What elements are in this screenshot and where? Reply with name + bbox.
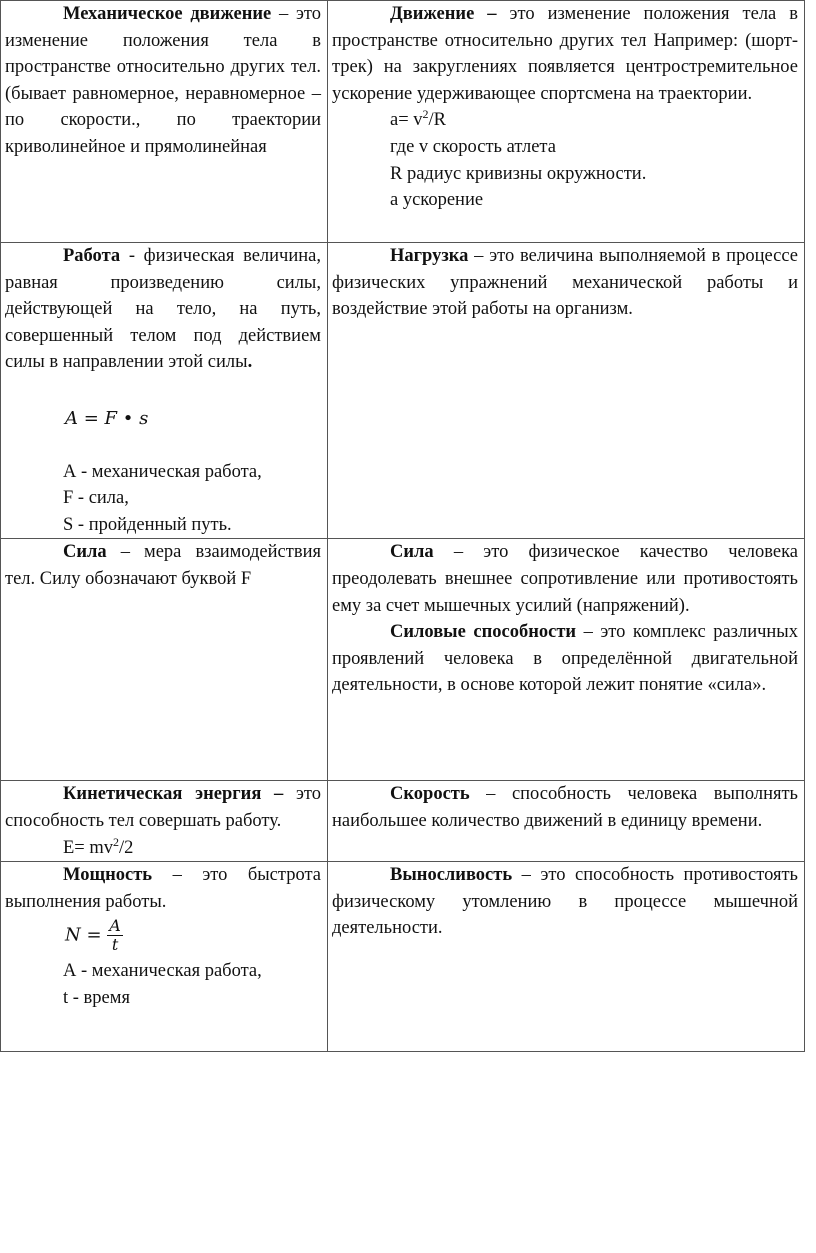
work-formula: A = F • s: [65, 407, 149, 429]
cell-strength: [328, 539, 805, 781]
legend-line: S - пройденный путь.: [63, 514, 232, 535]
definition: – это быстрота выполнения работы.: [5, 865, 321, 912]
definition: – способность человека выполнять наибольшее количество движений в единицу времени.: [332, 784, 798, 831]
definition-paragraph: [332, 862, 798, 942]
definition: это изменение положения тела в пространстве относительно других тел Например: (шорт-трек) на закруглениях появляется центростремительное ускорение удерживающее спортсмена на траектории.: [332, 4, 799, 104]
table-row: [1, 781, 805, 862]
definition: это способность тел совершать работу.: [5, 784, 322, 831]
cell-motion: [328, 1, 805, 243]
definition-paragraph: [5, 862, 321, 915]
cell-load: [328, 243, 805, 539]
term: Работа: [63, 246, 121, 266]
definition: - физическая величина, равная произведению силы, действующей на тело, на путь, совершенный телом под действием силы в направлении этой силы: [5, 246, 321, 373]
definition-paragraph: [332, 539, 798, 619]
definition-paragraph: [5, 1, 321, 161]
legend-line: А - механическая работа,: [63, 961, 262, 982]
cell-kinetic-energy: [1, 781, 328, 862]
definition-paragraph: [332, 243, 798, 323]
term: Сила: [390, 542, 434, 563]
table-row: [1, 862, 805, 1052]
definition-paragraph: [332, 1, 798, 107]
term: Механическое движение: [63, 4, 272, 24]
term: Кинетическая энергия –: [63, 784, 284, 805]
fraction: $\frac{A}{t}$: [109, 916, 121, 955]
cell-work: [1, 243, 328, 539]
definition: – это изменение положения тела в пространстве относительно других тел. (бывает равномерное, неравномерное – по скорости., по траектории криволинейное и прямолинейная: [5, 4, 321, 157]
definition-paragraph: [332, 619, 798, 699]
legend-line: R радиус кривизны окружности.: [390, 163, 647, 184]
legend-line: А - механическая работа,: [63, 461, 262, 482]
definition-paragraph: [5, 781, 321, 834]
definition: – это физическое качество человека преодолевать внешнее сопротивление или противостоять ему за счет мышечных усилий (напряжений).: [332, 542, 798, 616]
definition-paragraph: [5, 539, 321, 592]
term: Сила: [63, 542, 107, 563]
term: Силовые способности: [390, 622, 577, 643]
definition: – это комплекс различных проявлений человека в определённой двигательной деятельности, в основе которой лежит понятие «сила».: [332, 622, 798, 696]
formula-line: $E= mv^2/2$: [63, 834, 134, 858]
term: Мощность: [63, 865, 153, 886]
cell-mechanical-motion: [1, 1, 328, 243]
cell-speed: [328, 781, 805, 862]
definition-paragraph: [332, 781, 798, 834]
definition: – это способность противостоять физическому утомлению в процессе мышечной деятельности.: [332, 865, 798, 939]
table-row: [1, 539, 805, 781]
definition: – мера взаимодействия тел. Силу обозначают буквой F: [5, 542, 321, 589]
legend-line: a ускорение: [390, 190, 484, 211]
cell-endurance: [328, 862, 805, 1052]
term: Движение –: [390, 4, 497, 24]
formula-line: $a= v^2/R$: [390, 107, 447, 131]
term: Выносливость: [390, 865, 513, 886]
term: Скорость: [390, 784, 470, 805]
definition-paragraph: Работа - физическая величина, равная произведению силы, действующей на тело, на путь, совершенный телом под действием силы в направлении этой силы.: [5, 246, 321, 373]
term: Нагрузка: [390, 246, 469, 266]
definition: – это величина выполняемой в процессе физических упражнений механической работы и воздействие этой работы на организм.: [332, 246, 798, 320]
cell-force: [1, 539, 328, 781]
legend-line: где v скорость атлета: [390, 136, 556, 157]
legend-line: F - сила,: [63, 488, 129, 509]
legend-line: t - время: [63, 987, 130, 1008]
table-row: [1, 1, 805, 243]
power-formula: N = $\frac{A}{t}$: [65, 916, 121, 955]
cell-power: [1, 862, 328, 1052]
table-row: [1, 243, 805, 539]
